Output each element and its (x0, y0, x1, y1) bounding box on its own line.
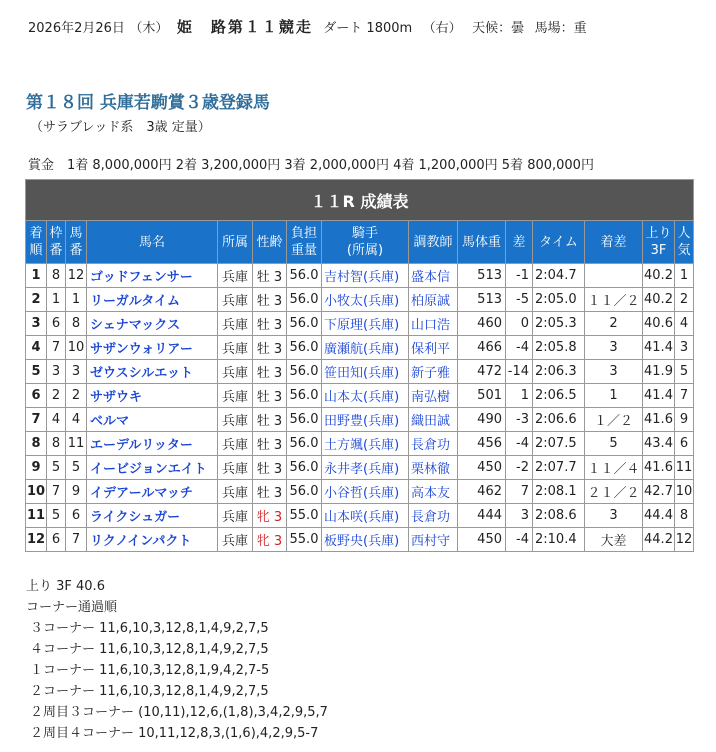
col-weight-header: 馬体重 (458, 221, 506, 264)
jockey-link[interactable]: 山本咲(兵庫) (322, 504, 409, 528)
col-frame-header: 枠 番 (47, 221, 66, 264)
frame-cell: 5 (47, 504, 66, 528)
last3f-cell: 41.9 (643, 360, 675, 384)
number-cell: 10 (66, 336, 87, 360)
col-rank-header: 着 順 (26, 221, 47, 264)
horse-name-link[interactable]: サザンウォリアー (87, 336, 218, 360)
load-cell: 56.0 (287, 288, 322, 312)
trainer-link[interactable]: 高本友 (409, 480, 458, 504)
time-cell: 2:07.7 (533, 456, 585, 480)
race-venue: 姫 路第１１競走 (176, 18, 313, 36)
body-weight-cell: 450 (458, 528, 506, 552)
frame-cell: 6 (47, 312, 66, 336)
weight-diff-cell: -5 (506, 288, 533, 312)
margin-cell: 1 (585, 384, 643, 408)
jockey-link[interactable]: 永井孝(兵庫) (322, 456, 409, 480)
trainer-link[interactable]: 栗林徹 (409, 456, 458, 480)
popularity-cell: 1 (675, 264, 694, 288)
horse-name-link[interactable]: リクノインパクト (87, 528, 218, 552)
body-weight-cell: 462 (458, 480, 506, 504)
popularity-cell: 11 (675, 456, 694, 480)
margin-cell: １１／２ (585, 288, 643, 312)
weight-diff-cell: 0 (506, 312, 533, 336)
affiliation-cell: 兵庫 (218, 528, 253, 552)
affiliation-cell: 兵庫 (218, 408, 253, 432)
margin-cell (585, 264, 643, 288)
weight-diff-cell: -1 (506, 264, 533, 288)
sex-age-cell: 牡 3 (253, 288, 287, 312)
number-cell: 11 (66, 432, 87, 456)
affiliation-cell: 兵庫 (218, 384, 253, 408)
affiliation-cell: 兵庫 (218, 336, 253, 360)
table-row (26, 384, 694, 408)
body-weight-cell: 513 (458, 288, 506, 312)
weight-diff-cell: -4 (506, 528, 533, 552)
corner-order: ２コーナー 11,6,10,3,12,8,1,4,9,2,7,5 (30, 684, 269, 699)
frame-cell: 7 (47, 336, 66, 360)
rank-cell: 6 (26, 384, 47, 408)
rank-cell: 12 (26, 528, 47, 552)
race-weather: 天候：曇 (472, 21, 525, 36)
table-row (26, 432, 694, 456)
frame-cell: 8 (47, 264, 66, 288)
body-weight-cell: 456 (458, 432, 506, 456)
sex-age-cell: 牡 3 (253, 384, 287, 408)
sex-age-cell: 牡 3 (253, 480, 287, 504)
weight-diff-cell: -3 (506, 408, 533, 432)
horse-name-link[interactable]: イービジョンエイト (87, 456, 218, 480)
sex-age-cell: 牡 3 (253, 312, 287, 336)
jockey-link[interactable]: 笹田知(兵庫) (322, 360, 409, 384)
time-cell: 2:06.5 (533, 384, 585, 408)
popularity-cell: 5 (675, 360, 694, 384)
sex-age-cell: 牡 3 (253, 264, 287, 288)
trainer-link[interactable]: 保利平 (409, 336, 458, 360)
rank-cell: 7 (26, 408, 47, 432)
jockey-link[interactable]: 山本太(兵庫) (322, 384, 409, 408)
time-cell: 2:06.6 (533, 408, 585, 432)
number-cell: 9 (66, 480, 87, 504)
affiliation-cell: 兵庫 (218, 264, 253, 288)
sex-age-cell: 牝 3 (253, 504, 287, 528)
affiliation-cell: 兵庫 (218, 504, 253, 528)
horse-name-link[interactable]: サザウキ (87, 384, 218, 408)
corner-order: ３コーナー 11,6,10,3,12,8,1,4,9,2,7,5 (30, 621, 269, 636)
weight-diff-cell: 1 (506, 384, 533, 408)
race-course: ダート 1800m (323, 21, 413, 36)
frame-cell: 6 (47, 528, 66, 552)
body-weight-cell: 450 (458, 456, 506, 480)
weight-diff-cell: 3 (506, 504, 533, 528)
trainer-link[interactable]: 盛本信 (409, 264, 458, 288)
trainer-link[interactable]: 織田誠 (409, 408, 458, 432)
number-cell: 6 (66, 504, 87, 528)
load-cell: 56.0 (287, 456, 322, 480)
race-title: 第１８回 兵庫若駒賞３歳登録馬 (26, 93, 270, 113)
load-cell: 55.0 (287, 504, 322, 528)
col-trainer-header: 調教師 (409, 221, 458, 264)
load-cell: 56.0 (287, 480, 322, 504)
affiliation-cell: 兵庫 (218, 456, 253, 480)
margin-cell: １／２ (585, 408, 643, 432)
body-weight-cell: 513 (458, 264, 506, 288)
last3f-cell: 41.4 (643, 384, 675, 408)
race-notes (26, 576, 328, 744)
table-row (26, 360, 694, 384)
number-cell: 7 (66, 528, 87, 552)
time-cell: 2:06.3 (533, 360, 585, 384)
race-weekday: （木） (129, 21, 169, 36)
rank-cell: 4 (26, 336, 47, 360)
margin-cell: 大差 (585, 528, 643, 552)
number-cell: 3 (66, 360, 87, 384)
trainer-link[interactable]: 新子雅 (409, 360, 458, 384)
frame-cell: 3 (47, 360, 66, 384)
affiliation-cell: 兵庫 (218, 480, 253, 504)
rank-cell: 10 (26, 480, 47, 504)
sex-age-cell: 牝 3 (253, 528, 287, 552)
rank-cell: 11 (26, 504, 47, 528)
weight-diff-cell: 7 (506, 480, 533, 504)
horse-name-link[interactable]: シェナマックス (87, 312, 218, 336)
trainer-link[interactable]: 長倉功 (409, 504, 458, 528)
horse-name-link[interactable]: ゼウスシルエット (87, 360, 218, 384)
col-last3f-header: 上り 3F (643, 221, 675, 264)
horse-name-link[interactable]: ベルマ (87, 408, 218, 432)
col-time-header: タイム (533, 221, 585, 264)
time-cell: 2:04.7 (533, 264, 585, 288)
results-table (25, 179, 694, 552)
last3f-cell: 40.2 (643, 264, 675, 288)
margin-cell: ２１／２ (585, 480, 643, 504)
load-cell: 55.0 (287, 528, 322, 552)
popularity-cell: 9 (675, 408, 694, 432)
number-cell: 2 (66, 384, 87, 408)
load-cell: 56.0 (287, 432, 322, 456)
table-row (26, 264, 694, 288)
corner-order: １コーナー 11,6,10,3,12,8,1,9,4,2,7-5 (30, 663, 270, 678)
frame-cell: 1 (47, 288, 66, 312)
frame-cell: 7 (47, 480, 66, 504)
body-weight-cell: 490 (458, 408, 506, 432)
load-cell: 56.0 (287, 312, 322, 336)
body-weight-cell: 460 (458, 312, 506, 336)
table-row (26, 528, 694, 552)
col-number-header: 馬 番 (66, 221, 87, 264)
prize-money: 賞金 1着 8,000,000円 2着 3,200,000円 3着 2,000,000円 4着 1,200,000円 5着 800,000円 (28, 158, 594, 173)
rank-cell: 9 (26, 456, 47, 480)
number-cell: 12 (66, 264, 87, 288)
table-row (26, 312, 694, 336)
load-cell: 56.0 (287, 360, 322, 384)
number-cell: 5 (66, 456, 87, 480)
race-direction: （右） (422, 21, 462, 36)
rank-cell: 5 (26, 360, 47, 384)
jockey-link[interactable]: 小谷哲(兵庫) (322, 480, 409, 504)
popularity-cell: 8 (675, 504, 694, 528)
table-row (26, 504, 694, 528)
frame-cell: 8 (47, 432, 66, 456)
weight-diff-cell: -4 (506, 336, 533, 360)
margin-cell: 3 (585, 336, 643, 360)
last3f-cell: 41.6 (643, 456, 675, 480)
jockey-link[interactable]: 田野豊(兵庫) (322, 408, 409, 432)
margin-cell: 3 (585, 360, 643, 384)
trainer-link[interactable]: 柏原誠 (409, 288, 458, 312)
col-affil-header: 所属 (218, 221, 253, 264)
popularity-cell: 10 (675, 480, 694, 504)
col-margin-header: 着差 (585, 221, 643, 264)
last3f-cell: 41.6 (643, 408, 675, 432)
time-cell: 2:05.0 (533, 288, 585, 312)
trainer-link[interactable]: 南弘樹 (409, 384, 458, 408)
race-subtitle: （サラブレッド系 3歳 定量） (30, 120, 211, 135)
horse-name-link[interactable]: エーデルリッター (87, 432, 218, 456)
jockey-link[interactable]: 土方颯(兵庫) (322, 432, 409, 456)
last3f-cell: 40.6 (643, 312, 675, 336)
jockey-link[interactable]: 小牧太(兵庫) (322, 288, 409, 312)
jockey-link[interactable]: 廣瀬航(兵庫) (322, 336, 409, 360)
last3f-cell: 44.4 (643, 504, 675, 528)
jockey-link[interactable]: 吉村智(兵庫) (322, 264, 409, 288)
time-cell: 2:07.5 (533, 432, 585, 456)
last3f-cell: 40.2 (643, 288, 675, 312)
popularity-cell: 12 (675, 528, 694, 552)
rank-cell: 8 (26, 432, 47, 456)
sex-age-cell: 牡 3 (253, 456, 287, 480)
horse-name-link[interactable]: ライクシュガー (87, 504, 218, 528)
time-cell: 2:05.8 (533, 336, 585, 360)
race-header (28, 16, 587, 37)
col-horse-header: 馬名 (87, 221, 218, 264)
margin-cell: １１／４ (585, 456, 643, 480)
affiliation-cell: 兵庫 (218, 360, 253, 384)
corner-order: ４コーナー 11,6,10,3,12,8,1,4,9,2,7,5 (30, 642, 269, 657)
corner-list (26, 618, 328, 744)
frame-cell: 5 (47, 456, 66, 480)
col-sex-age-header: 性齢 (253, 221, 287, 264)
frame-cell: 2 (47, 384, 66, 408)
margin-cell: 3 (585, 504, 643, 528)
rank-cell: 2 (26, 288, 47, 312)
table-title: １１R 成績表 (26, 180, 694, 221)
col-diff-header: 差 (506, 221, 533, 264)
table-row (26, 480, 694, 504)
time-cell: 2:10.4 (533, 528, 585, 552)
popularity-cell: 6 (675, 432, 694, 456)
corner-title: コーナー通過順 (26, 600, 118, 615)
number-cell: 1 (66, 288, 87, 312)
body-weight-cell: 444 (458, 504, 506, 528)
margin-cell: 5 (585, 432, 643, 456)
load-cell: 56.0 (287, 336, 322, 360)
table-row (26, 408, 694, 432)
last3f-cell: 43.4 (643, 432, 675, 456)
col-popularity-header: 人 気 (675, 221, 694, 264)
sex-age-cell: 牡 3 (253, 432, 287, 456)
race-date: 2026年2月26日 (28, 21, 125, 36)
table-row (26, 336, 694, 360)
sex-age-cell: 牡 3 (253, 360, 287, 384)
time-cell: 2:05.3 (533, 312, 585, 336)
table-row (26, 288, 694, 312)
number-cell: 4 (66, 408, 87, 432)
load-cell: 56.0 (287, 408, 322, 432)
frame-cell: 4 (47, 408, 66, 432)
rank-cell: 1 (26, 264, 47, 288)
col-load-header: 負担 重量 (287, 221, 322, 264)
horse-name-link[interactable]: イデアールマッチ (87, 480, 218, 504)
horse-name-link[interactable]: ゴッドフェンサー (87, 264, 218, 288)
rank-cell: 3 (26, 312, 47, 336)
last3f-summary: 上り 3F 40.6 (26, 579, 105, 594)
last3f-cell: 44.2 (643, 528, 675, 552)
jockey-link[interactable]: 下原理(兵庫) (322, 312, 409, 336)
affiliation-cell: 兵庫 (218, 312, 253, 336)
corner-order: ２周目３コーナー (10,11),12,6,(1,8),3,4,2,9,5,7 (30, 705, 328, 720)
affiliation-cell: 兵庫 (218, 432, 253, 456)
corner-order: ２周目４コーナー 10,11,12,8,3,(1,6),4,2,9,5-7 (30, 726, 319, 741)
trainer-link[interactable]: 長倉功 (409, 432, 458, 456)
race-track: 馬場：重 (534, 21, 587, 36)
table-row (26, 456, 694, 480)
time-cell: 2:08.1 (533, 480, 585, 504)
jockey-link[interactable]: 板野央(兵庫) (322, 528, 409, 552)
trainer-link[interactable]: 山口浩 (409, 312, 458, 336)
popularity-cell: 2 (675, 288, 694, 312)
number-cell: 8 (66, 312, 87, 336)
col-jockey-header: 騎手 (所属) (322, 221, 409, 264)
last3f-cell: 41.4 (643, 336, 675, 360)
body-weight-cell: 466 (458, 336, 506, 360)
affiliation-cell: 兵庫 (218, 288, 253, 312)
last3f-cell: 42.7 (643, 480, 675, 504)
trainer-link[interactable]: 西村守 (409, 528, 458, 552)
time-cell: 2:08.6 (533, 504, 585, 528)
body-weight-cell: 501 (458, 384, 506, 408)
weight-diff-cell: -14 (506, 360, 533, 384)
margin-cell: 2 (585, 312, 643, 336)
body-weight-cell: 472 (458, 360, 506, 384)
horse-name-link[interactable]: リーガルタイム (87, 288, 218, 312)
weight-diff-cell: -4 (506, 432, 533, 456)
popularity-cell: 4 (675, 312, 694, 336)
sex-age-cell: 牡 3 (253, 408, 287, 432)
popularity-cell: 3 (675, 336, 694, 360)
sex-age-cell: 牡 3 (253, 336, 287, 360)
load-cell: 56.0 (287, 384, 322, 408)
weight-diff-cell: -2 (506, 456, 533, 480)
popularity-cell: 7 (675, 384, 694, 408)
load-cell: 56.0 (287, 264, 322, 288)
